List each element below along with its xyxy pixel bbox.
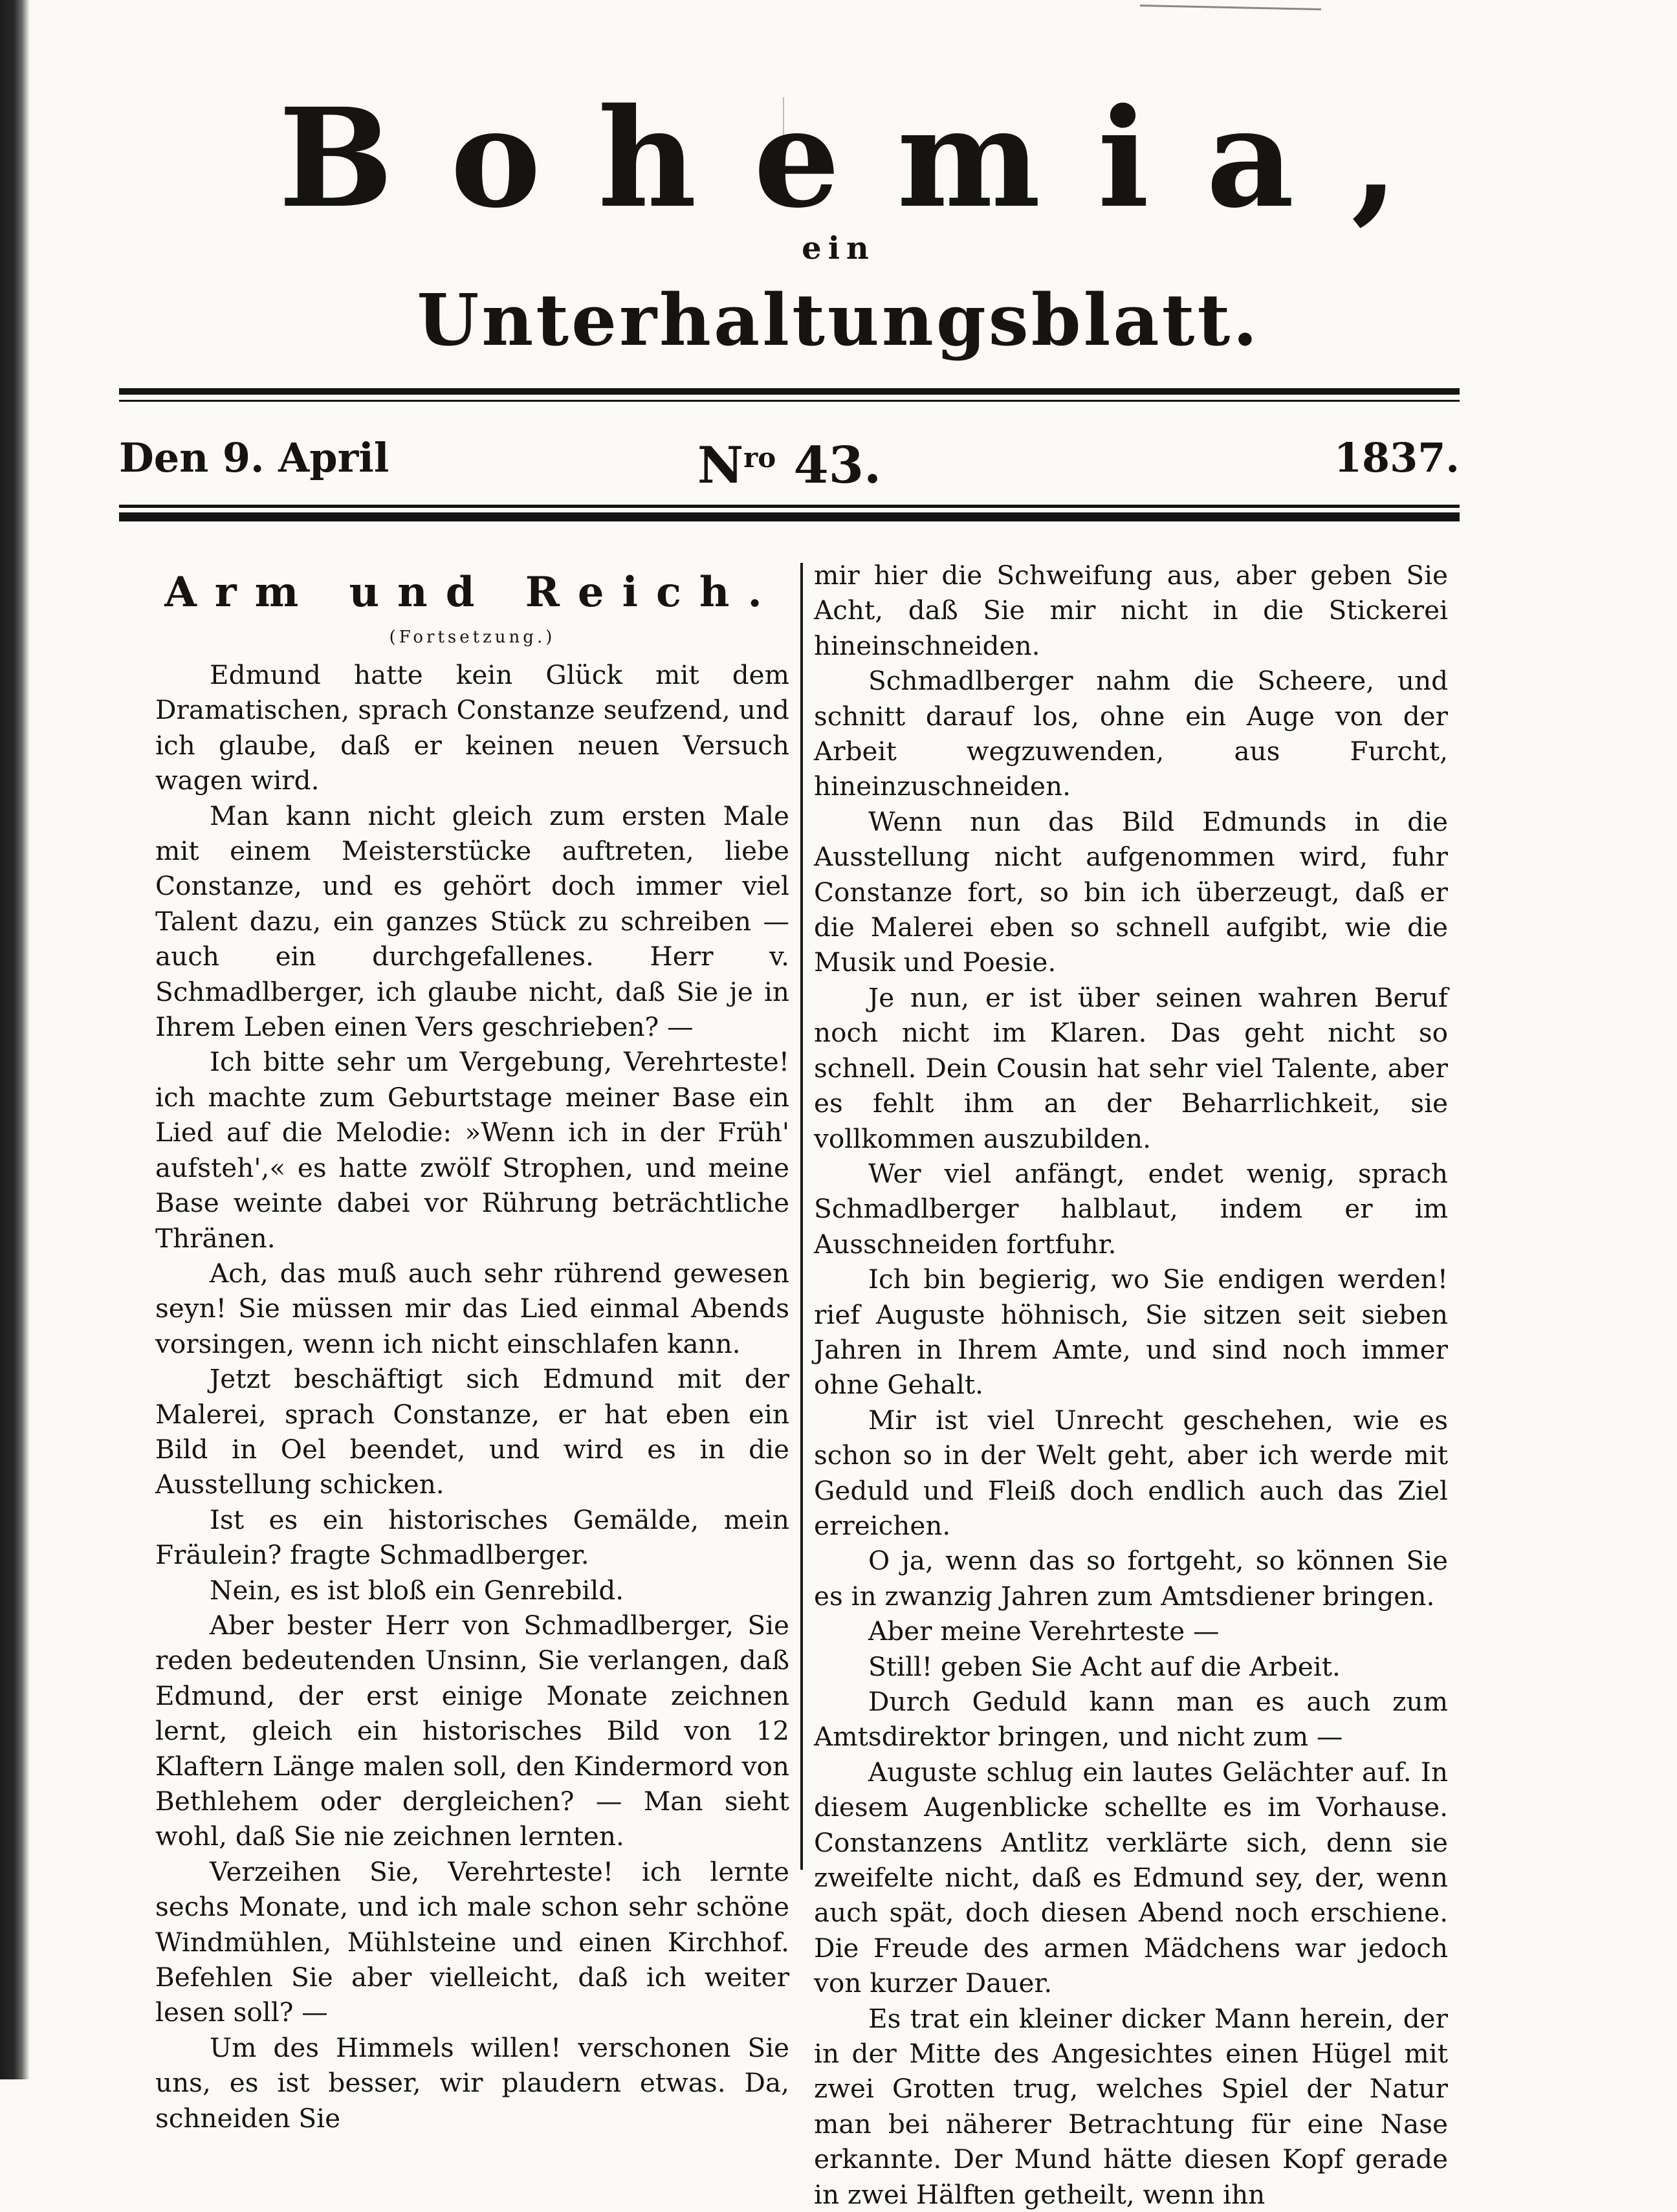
paragraph: Edmund hatte kein Glück mit dem Dramatischen, sprach Constanze seufzend, und ich glaube, daß er keinen neuen Versuch wagen wird. bbox=[155, 659, 789, 796]
paragraph: Ist es ein historisches Gemälde, mein Fräulein? fragte Schmadlberger. bbox=[155, 1504, 789, 1571]
issue-value: 43. bbox=[793, 436, 882, 495]
paragraph: Ach, das muß auch sehr rührend gewesen seyn! Sie müssen mir das Lied einmal Abends vorsingen, wenn ich nicht einschlafen kann. bbox=[155, 1257, 789, 1359]
masthead-rule-thin bbox=[119, 400, 1460, 402]
dateline-rule-thick bbox=[119, 512, 1460, 521]
masthead-subtitle: Unterhaltungsblatt. bbox=[417, 278, 1260, 362]
paragraph: Um des Himmels willen! verschonen Sie uns, es ist besser, wir plaudern etwas. Da, schneiden Sie bbox=[155, 2031, 789, 2134]
dateline bbox=[119, 432, 1460, 495]
paragraph: mir hier die Schweifung aus, aber geben Sie Acht, daß Sie mir nicht in die Stickerei hineinschneiden. bbox=[814, 560, 1448, 661]
paragraph: Mir ist viel Unrecht geschehen, wie es schon so in der Welt geht, aber ich werde mit Geduld und Fleiß doch endlich auch das Ziel erreichen. bbox=[814, 1404, 1448, 1541]
paragraph: O ja, wenn das so fortgeht, so können Sie es in zwanzig Jahren zum Amtsdiener bringen. bbox=[814, 1545, 1448, 1612]
paragraph: Jetzt beschäftigt sich Edmund mit der Malerei, sprach Constanze, er hat eben ein Bild in Oel beendet, und wird es in die Ausstellung schicken. bbox=[155, 1363, 789, 1500]
issue-year: 1837. bbox=[1333, 434, 1460, 481]
masthead-ein: ein bbox=[802, 230, 875, 267]
issue-date: Den 9. April bbox=[119, 434, 389, 481]
paragraph: Still! geben Sie Acht auf die Arbeit. bbox=[868, 1650, 1341, 1682]
issue-prefix: N bbox=[697, 436, 744, 495]
article-title: Arm und Reich. bbox=[164, 568, 780, 617]
paragraph: Verzeihen Sie, Verehrteste! ich lernte sechs Monate, und ich male schon sehr schöne Windmühlen, Mühlsteine und einen Kirchhof. Befehlen Sie aber vielleicht, daß ich weiter lesen soll? — bbox=[155, 1856, 789, 2028]
paragraph: Wenn nun das Bild Edmunds in die Ausstellung nicht aufgenommen wird, fuhr Constanze fort, so bin ich überzeugt, daß er die Malerei eben so schnell aufgibt, wie die Musik und Poesie. bbox=[814, 805, 1448, 978]
paragraph: Ich bin begierig, wo Sie endigen werden! rief Auguste höhnisch, Sie sitzen seit sieben Jahren in Ihrem Amte, und sind noch immer ohne Gehalt. bbox=[814, 1264, 1448, 1401]
left-column bbox=[155, 558, 789, 2136]
paragraph: Wer viel anfängt, endet wenig, sprach Schmadlberger halblaut, indem er im Ausschneiden fortfuhr. bbox=[814, 1157, 1448, 1260]
dateline-rule-thin bbox=[119, 505, 1460, 508]
masthead-title: Bohemia, bbox=[278, 78, 1456, 238]
paragraph: Je nun, er ist über seinen wahren Beruf noch nicht im Klaren. Das geht nicht so schnell. Dein Cousin hat sehr viel Talente, aber es fehlt ihm an der Beharrlichkeit, sie vollkommen auszubilden. bbox=[814, 981, 1448, 1154]
masthead-rule bbox=[119, 388, 1460, 395]
right-column bbox=[814, 558, 1448, 2212]
paragraph: Aber bester Herr von Schmadlberger, Sie reden bedeutenden Unsinn, Sie verlangen, daß Edmund, der erst einige Monate zeichnen lernt, gleich ein historisches Bild von 12 Klaftern Länge malen soll, den Kindermord von Bethlehem oder dergleichen? — Man sieht wohl, daß Sie nie zeichnen lernten. bbox=[155, 1609, 789, 1852]
issue-sup: ro bbox=[743, 442, 776, 474]
paragraph: Durch Geduld kann man es auch zum Amtsdirektor bringen, und nicht zum — bbox=[814, 1686, 1448, 1753]
right-paragraphs bbox=[814, 558, 1448, 2212]
paragraph: Ich bitte sehr um Vergebung, Verehrteste! ich machte zum Geburtstage meiner Base ein Lied auf die Melodie: »Wenn ich in der Früh' aufsteh',« es hatte zwölf Strophen, und meine Base weinte dabei vor Rührung beträchtliche Thränen. bbox=[155, 1046, 789, 1254]
paragraph: Aber meine Verehrteste — bbox=[868, 1615, 1220, 1647]
scan-mark bbox=[1140, 5, 1321, 10]
column-divider bbox=[800, 563, 803, 1870]
paragraph: Schmadlberger nahm die Scheere, und schnitt darauf los, ohne ein Auge von der Arbeit wegzuwenden, aus Furcht, hineinzuschneiden. bbox=[814, 665, 1448, 802]
paragraph: Nein, es ist bloß ein Genrebild. bbox=[210, 1574, 624, 1606]
paragraph: Auguste schlug ein lautes Gelächter auf. In diesem Augenblicke schellte es im Vorhause. Constanzens Antlitz verklärte sich, denn sie zweifelte nicht, daß es Edmund sey, der, wenn auch spät, doch diesen Abend noch erschiene. Die Freude des armen Mädchens war jedoch von kurzer Dauer. bbox=[814, 1756, 1448, 1999]
paragraph: Es trat ein kleiner dicker Mann herein, der in der Mitte des Angesichtes einen Hügel mit zwei Grotten trug, welches Spiel der Natur man bei näherer Betrachtung für eine Nase erkannte. Der Mund hätte diesen Kopf gerade in zwei Hälften getheilt, wenn ihn bbox=[814, 2002, 1448, 2210]
left-paragraphs bbox=[155, 657, 789, 2136]
article-subtitle: (Fortsetzung.) bbox=[389, 628, 556, 647]
issue-number bbox=[119, 432, 1460, 495]
paragraph: Man kann nicht gleich zum ersten Male mit einem Meisterstücke auftreten, liebe Constanze, und es gehört doch immer viel Talent dazu, ein ganzes Stück zu schreiben — auch ein durchgefallenes. Herr v. Schmadlberger, ich glaube nicht, daß Sie je in Ihrem Leben einen Vers geschrieben? — bbox=[155, 800, 789, 1043]
